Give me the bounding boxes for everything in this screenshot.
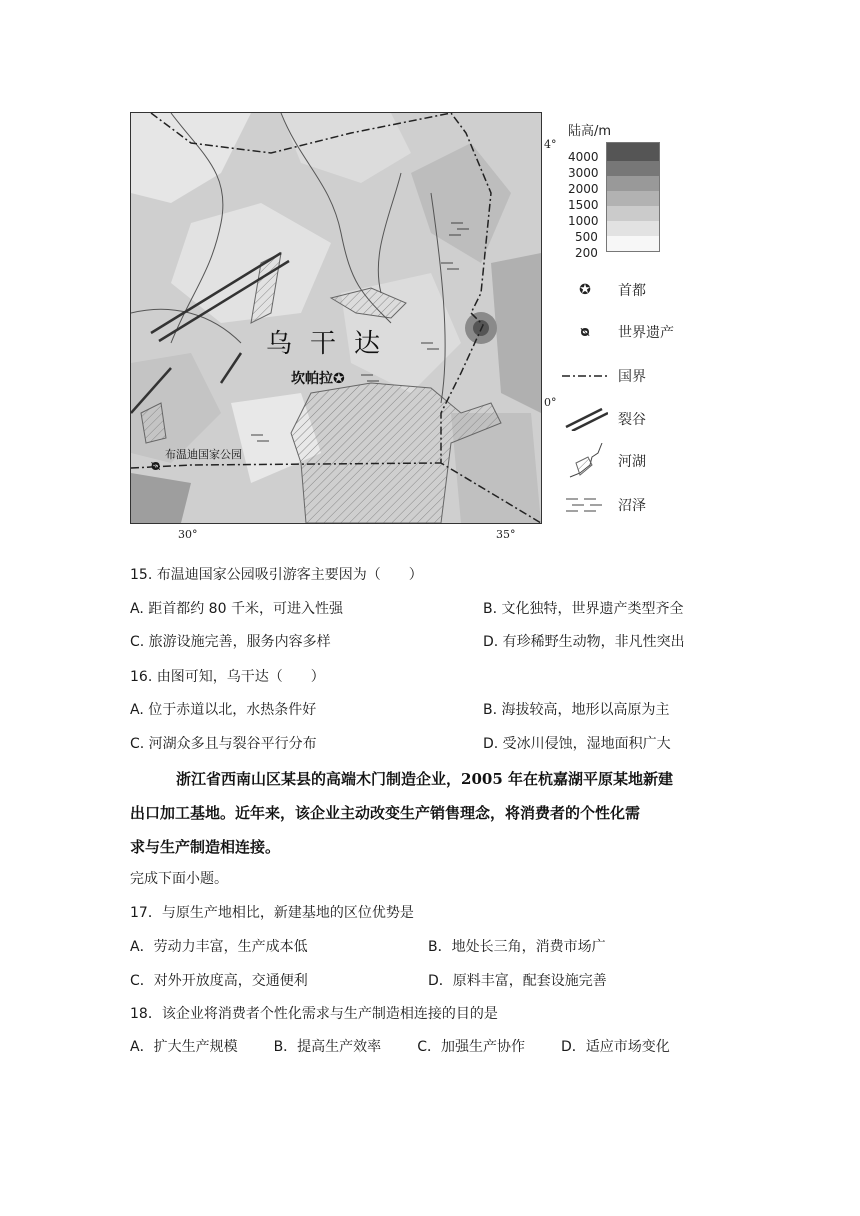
elev-1000: 1000: [568, 214, 599, 228]
legend-rift: [560, 404, 646, 434]
heritage-site-icon: ᴓ: [151, 458, 161, 474]
elevation-legend-title: 陆高/m: [568, 124, 612, 139]
lat-0-label: 0°: [544, 396, 557, 409]
legend-capital: [560, 275, 646, 305]
q18-stem: 18．该企业将消费者个性化需求与生产制造相连接的目的是: [130, 1006, 498, 1022]
capital-label: [291, 368, 345, 388]
q15-option-d: D. 有珍稀野生动物，非凡性突出: [483, 634, 685, 650]
elev-4000: 4000: [568, 150, 599, 164]
elev-1500: 1500: [568, 198, 599, 212]
river-lake-icon: [560, 446, 610, 476]
passage-line-1: 浙江省西南山区某县的高端木门制造企业，2005 年在杭嘉湖平原某地新建: [176, 770, 673, 788]
legend-rift-label: 裂谷: [618, 412, 646, 428]
q17-stem: 17．与原生产地相比，新建基地的区位优势是: [130, 905, 414, 921]
elev-500: 500: [575, 230, 598, 244]
rift-icon: [560, 404, 610, 434]
legend-border-label: 国界: [618, 369, 646, 385]
q18-options: [130, 1036, 706, 1056]
lat-4-label: 4°: [544, 138, 557, 151]
passage-line-2: 出口加工基地。近年来，该企业主动改变生产销售理念，将消费者的个性化需: [130, 804, 641, 822]
q17-option-a: A．劳动力丰富，生产成本低: [130, 939, 308, 955]
elev-2000: 2000: [568, 182, 599, 196]
heritage-icon: ᴓ: [580, 324, 590, 340]
passage-prompt: 完成下面小题。: [130, 871, 228, 887]
q18-option-d: D．适应市场变化: [560, 1039, 670, 1055]
elev-3000: 3000: [568, 166, 599, 180]
legend-heritage: [560, 317, 674, 347]
q15-option-a: A. 距首都约 80 千米，可进入性强: [130, 601, 343, 617]
legend-border: [560, 361, 646, 391]
legend-swamp-label: 沼泽: [618, 498, 646, 514]
uganda-map-figure: [130, 112, 685, 541]
capital-star-icon: ✪: [333, 371, 345, 387]
park-label: 布温迪国家公园: [165, 448, 242, 461]
q16-option-a: A. 位于赤道以北，水热条件好: [130, 702, 317, 718]
passage: [130, 762, 730, 864]
q16-stem: 16. 由图可知，乌干达（ ）: [130, 669, 325, 685]
q18-option-c: C．加强生产协作: [417, 1039, 525, 1055]
q18-option-a: A．扩大生产规模: [130, 1039, 238, 1055]
country-label: 乌干达: [266, 329, 399, 359]
legend-river-lake: [560, 446, 646, 476]
legend-swamp: [560, 490, 646, 520]
capital-name: 坎帕拉: [291, 371, 333, 387]
q15-stem: 15. 布温迪国家公园吸引游客主要因为（ ）: [130, 567, 423, 583]
q17-option-b: B．地处长三角，消费市场广: [428, 939, 606, 955]
passage-line-3: 求与生产制造相连接。: [130, 838, 281, 856]
legend-capital-label: 首都: [618, 283, 646, 299]
elev-200: 200: [575, 246, 598, 260]
q18-option-b: B．提高生产效率: [273, 1039, 382, 1055]
lon-35-label: 35°: [496, 528, 516, 541]
border-line-icon: [560, 361, 610, 391]
q16-option-c: C. 河湖众多且与裂谷平行分布: [130, 736, 317, 752]
q15-option-c: C. 旅游设施完善，服务内容多样: [130, 634, 331, 650]
q17-option-d: D．原料丰富，配套设施完善: [428, 973, 607, 989]
capital-star-icon: ✪: [579, 282, 591, 298]
map-frame: [130, 112, 542, 524]
elevation-legend-bar: [606, 142, 660, 252]
legend-heritage-label: 世界遗产: [618, 325, 674, 341]
q16-option-d: D. 受冰川侵蚀，湿地面积广大: [483, 736, 671, 752]
q15-option-b: B. 文化独特，世界遗产类型齐全: [483, 601, 684, 617]
lon-30-label: 30°: [178, 528, 198, 541]
q17-option-c: C．对外开放度高，交通便利: [130, 973, 308, 989]
swamp-icon: [560, 490, 610, 520]
q16-option-b: B. 海拔较高，地形以高原为主: [483, 702, 670, 718]
legend-river-lake-label: 河湖: [618, 454, 646, 470]
